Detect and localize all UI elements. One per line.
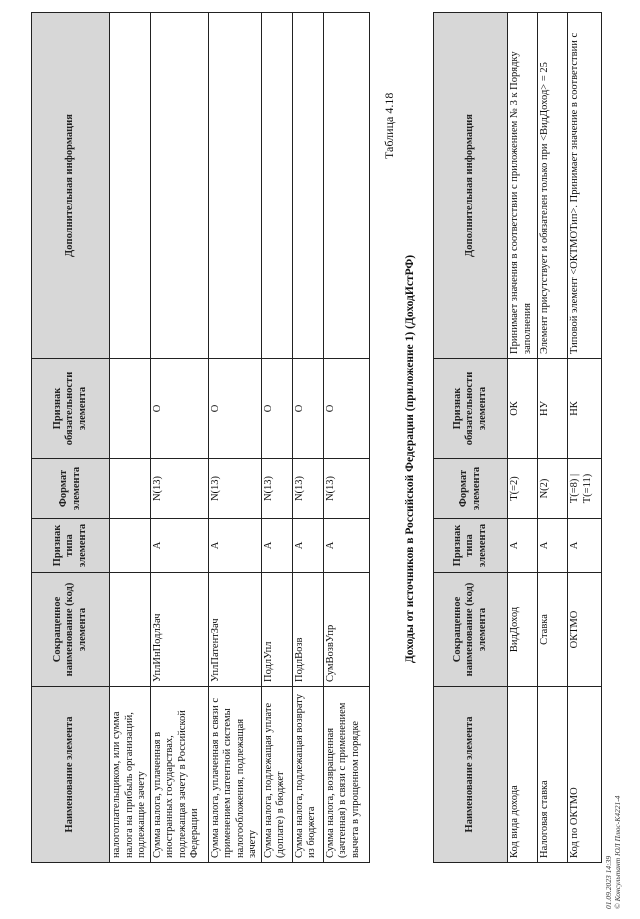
header-code: Сокращенное наименование (код) элемента — [434, 573, 508, 687]
table-row: Налоговая ставка Ставка А N(2) НУ Элемент присутствует и обязателен только при <ВидДоход> = 25 — [538, 13, 568, 863]
table-caption: Доходы от источников в Российской Федерации (приложение 1) (ДоходИстРФ) — [404, 254, 416, 664]
header-format: Формат элемента — [434, 459, 508, 519]
header-info: Дополнительная информация — [434, 13, 508, 359]
table-label: Таблица 4.18 — [382, 92, 396, 159]
header-info: Дополнительная информация — [32, 13, 110, 359]
table-row: Сумма налога, подлежащая уплате (доплате) в бюджет ПодлУпл А N(13) О — [261, 13, 292, 863]
header-type: Признак типа элемента — [32, 519, 110, 573]
table-row: Код вида дохода ВидДоход А Т(=2) ОК Принимает значения в соответствии с приложением № 3 к Порядку заполнения — [508, 13, 538, 863]
table-row: Сумма налога, подлежащая возврату из бюджета ПодлВозв А N(13) О — [292, 13, 323, 863]
header-format: Формат элемента — [32, 459, 110, 519]
header-required: Признак обязательности элемента — [434, 359, 508, 459]
header-required: Признак обязательности элемента — [32, 359, 110, 459]
table-row: Сумма налога, уплаченная в связи с применением патентной системы налогообложения, подлежащая зачету УплПатентЗач А N(13) О — [208, 13, 261, 863]
header-name: Наименование элемента — [32, 687, 110, 863]
print-stamp: 01.09.2023 14:39 © Консультант ЮЛ Плюс-К4221-4 — [604, 795, 622, 909]
table-row: Код по ОКТМО ОКТМО А Т(=8) | Т(=11) НК Типовой элемент <ОКТМОТип>. Принимает значение в соответствии с — [568, 13, 602, 863]
table-continuation — [31, 12, 370, 863]
table-income-sources — [433, 12, 602, 863]
header-code: Сокращенное наименование (код) элемента — [32, 573, 110, 687]
table-row: Сумма налога, уплаченная в иностранных государствах, подлежащая зачету в Российской Федерации УплИнПодлЗач А N(13) О — [150, 13, 208, 863]
table-row: налогоплательщиком, или сумма налога на прибыль организаций, подлежащие зачету — [110, 13, 151, 863]
table-row: Сумма налога, возвращенная (зачтенная) в связи с применением вычета в упрощенном порядке СумВозвУпр А N(13) О — [323, 13, 369, 863]
header-type: Признак типа элемента — [434, 519, 508, 573]
header-name: Наименование элемента — [434, 687, 508, 863]
